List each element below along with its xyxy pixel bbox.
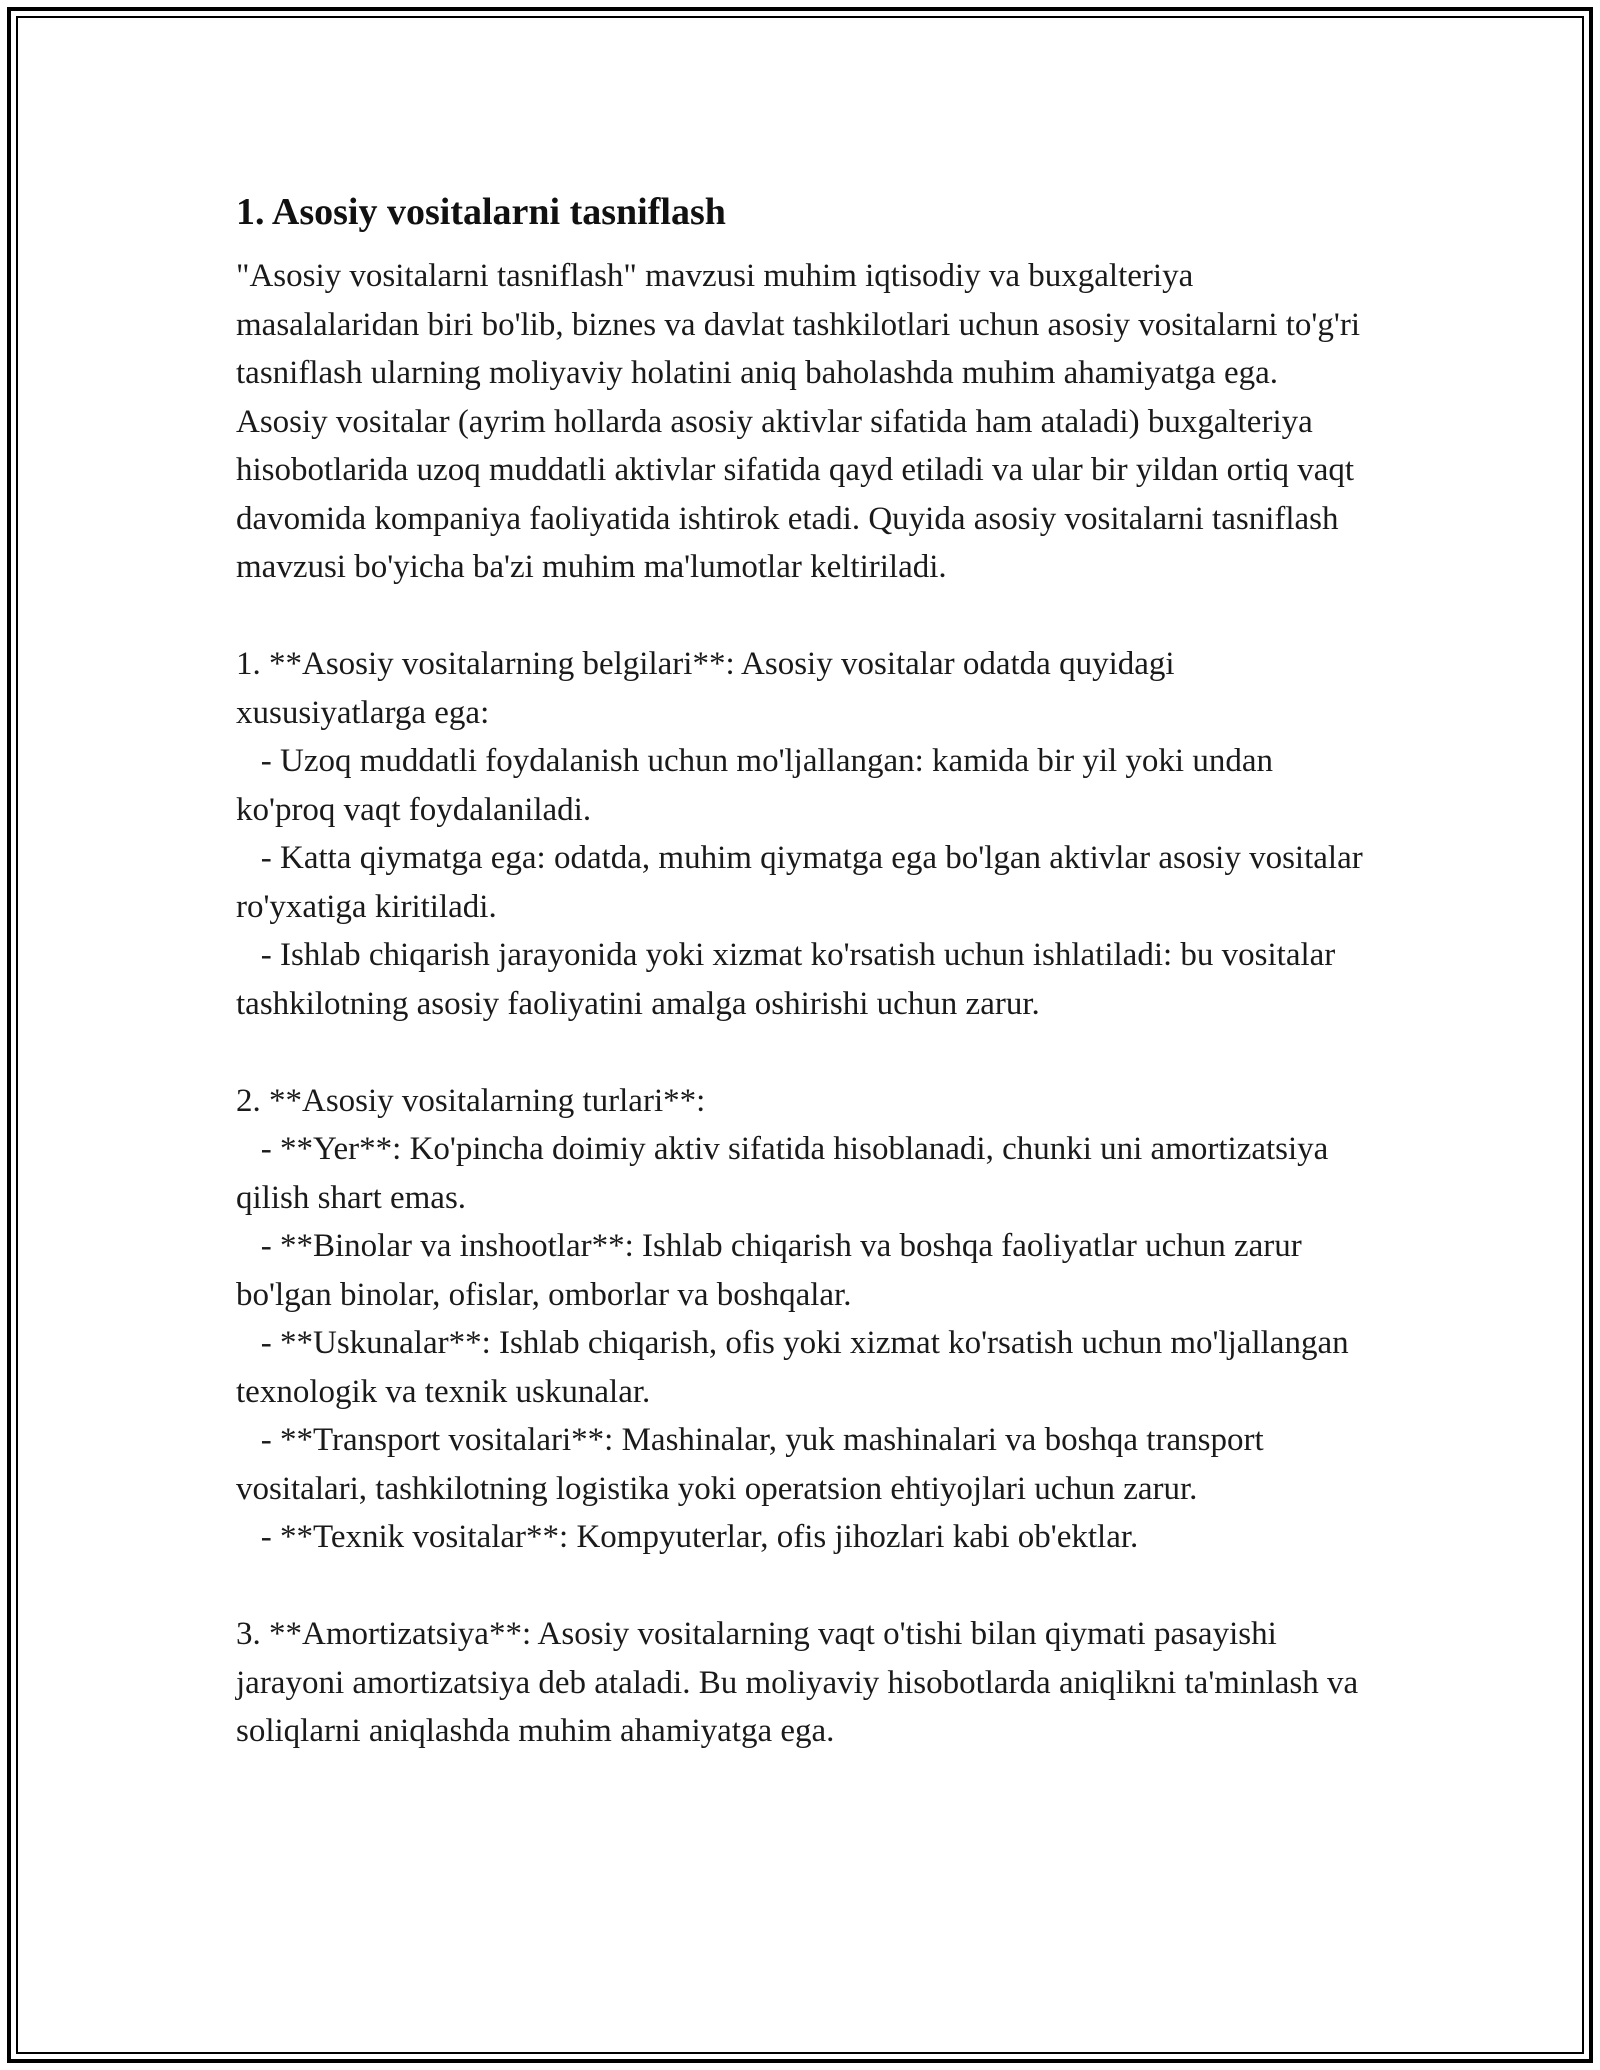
section-1-item: - Katta qiymatga ega: odatda, muhim qiymatga ega bo'lgan aktivlar asosiy vositalar ro'yxatiga kiritiladi.: [236, 840, 1371, 925]
section-2-item: - **Texnik vositalar**: Kompyuterlar, ofis jihozlari kabi ob'ektlar.: [236, 1519, 1139, 1555]
document-body: [236, 186, 1371, 1756]
spacer: [236, 592, 1366, 641]
section-2-item: - **Transport vositalari**: Mashinalar, yuk mashinalari va boshqa transport vositalari, tashkilotning logistika yoki operatsion ehtiyojlari uchun zarur.: [236, 1422, 1272, 1507]
section-3-paragraph: 3. **Amortizatsiya**: Asosiy vositalarning vaqt o'tishi bilan qiymati pasayishi jarayoni amortizatsiya deb ataladi. Bu moliyaviy hisobotlarda aniqlikni ta'minlash va soliqlarni aniqlashda muhim ahamiyatga ega.: [236, 1616, 1359, 1749]
spacer: [236, 1028, 1366, 1077]
section-2-title: 2. **Asosiy vositalarning turlari**:: [236, 1082, 706, 1119]
intro-paragraph: "Asosiy vositalarni tasniflash" mavzusi muhim iqtisodiy va buxgalteriya masalalaridan biri bo'lib, biznes va davlat tashkilotlari uchun asosiy vositalarni to'g'ri tasniflash ularning moliyaviy holatini aniq baholashda muhim ahamiyatga ega. Asosiy vositalar (ayrim hollarda asosiy aktivlar sifatida ham ataladi) buxgalteriya hisobotlarida uzoq muddatli aktivlar sifatida qayd etiladi va ular bir yildan ortiq vaqt davomida kompaniya faoliyatida ishtirok etadi. Quyida asosiy vositalarni tasniflash mavzusi bo'yicha ba'zi muhim ma'lumotlar keltiriladi.: [236, 258, 1360, 585]
spacer: [236, 1562, 1366, 1611]
section-1-item: - Uzoq muddatli foydalanish uchun mo'ljallangan: kamida bir yil yoki undan ko'proq vaqt foydalaniladi.: [236, 743, 1282, 828]
section-2-item: - **Uskunalar**: Ishlab chiqarish, ofis yoki xizmat ko'rsatish uchun mo'ljallangan texnologik va texnik uskunalar.: [236, 1325, 1357, 1410]
section-1-title: 1. **Asosiy vositalarning belgilari**: Asosiy vositalar odatda quyidagi xususiyatlarga ega:: [236, 646, 1175, 731]
document-heading: 1. Asosiy vositalarni tasniflash: [236, 191, 726, 233]
section-1-item: - Ishlab chiqarish jarayonida yoki xizmat ko'rsatish uchun ishlatiladi: bu vositalar tashkilotning asosiy faoliyatini amalga oshirishi uchun zarur.: [236, 937, 1344, 1022]
section-2-item: - **Binolar va inshootlar**: Ishlab chiqarish va boshqa faoliyatlar uchun zarur bo'lgan binolar, ofislar, omborlar va boshqalar.: [236, 1228, 1311, 1313]
section-2-item: - **Yer**: Ko'pincha doimiy aktiv sifatida hisoblanadi, chunki uni amortizatsiya qilish shart emas.: [236, 1131, 1337, 1216]
